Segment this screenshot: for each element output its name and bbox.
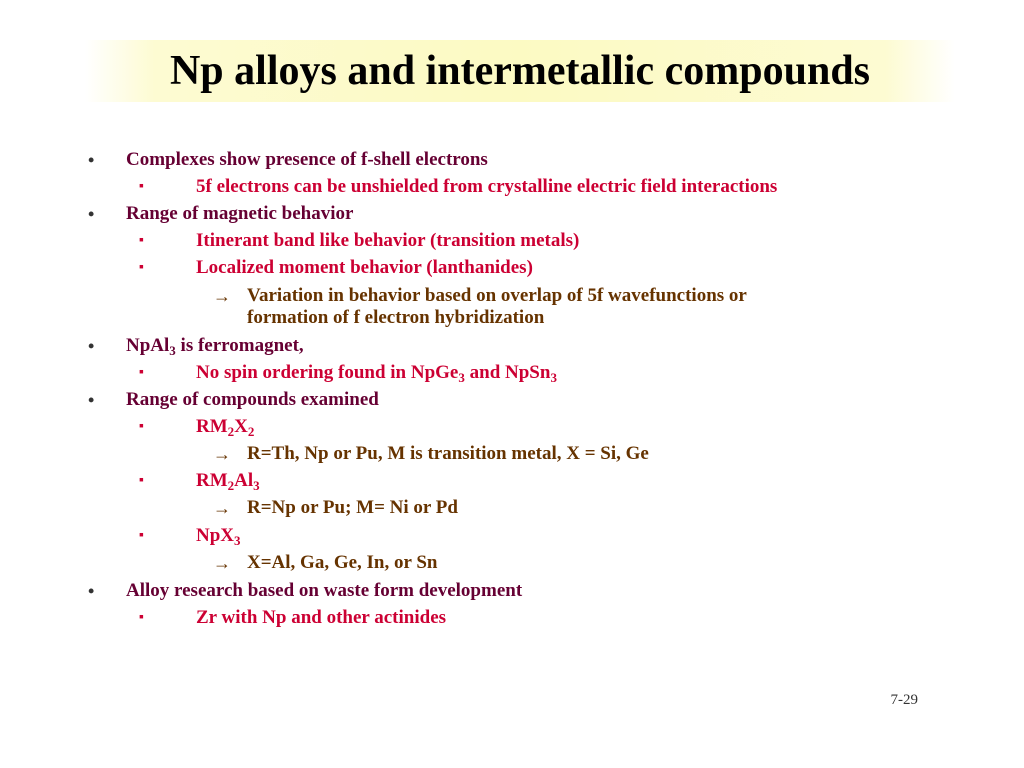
item-text: Variation in behavior based on overlap of 5f wavefunctions or <box>247 285 747 306</box>
item-text: R=Th, Np or Pu, M is transition metal, X = Si, Ge <box>247 443 649 464</box>
page-number: 7-29 <box>890 692 918 708</box>
arrow-right-icon: → <box>213 553 231 573</box>
item-text <box>196 524 241 548</box>
item-text: Zr with Np and other actinides <box>196 607 447 628</box>
subscript: 3 <box>458 370 465 385</box>
bullet-square-icon: ▪ <box>139 610 144 625</box>
text-part: RM <box>196 416 228 437</box>
subscript: 3 <box>234 533 241 548</box>
item-text: Itinerant band like behavior (transition metals) <box>196 230 580 251</box>
bullet-square-icon: ▪ <box>139 365 144 380</box>
bullet-dot-icon: • <box>88 581 95 601</box>
text-part: No spin ordering found in NpGe <box>196 362 459 383</box>
text-part: NpAl <box>126 335 170 356</box>
subscript: 2 <box>227 478 235 493</box>
arrow-right-icon: → <box>213 444 231 464</box>
item-text: Range of compounds examined <box>126 389 379 410</box>
bullet-dot-icon: • <box>88 336 95 356</box>
arrow-right-icon: → <box>213 286 231 306</box>
subscript: 3 <box>169 343 176 358</box>
item-text: X=Al, Ga, Ge, In, or Sn <box>247 552 438 573</box>
bullet-dot-icon: • <box>88 390 95 410</box>
item-text: Alloy research based on waste form development <box>126 580 523 601</box>
text-part: X <box>234 416 248 437</box>
slide-title: Np alloys and intermetallic compounds <box>169 48 871 94</box>
text-part: Al <box>234 470 254 491</box>
subscript: 3 <box>253 478 260 493</box>
text-part: NpX <box>196 525 235 546</box>
item-text: Localized moment behavior (lanthanides) <box>196 257 533 278</box>
bullet-square-icon: ▪ <box>139 473 144 488</box>
text-part: and NpSn <box>464 362 551 383</box>
item-text <box>196 469 260 493</box>
item-text <box>196 361 557 385</box>
bullet-dot-icon: • <box>88 150 95 170</box>
bullet-square-icon: ▪ <box>139 179 144 194</box>
item-text: formation of f electron hybridization <box>247 307 545 328</box>
arrow-right-icon: → <box>213 498 231 518</box>
item-text <box>196 415 254 439</box>
item-text: Complexes show presence of f-shell electrons <box>126 149 488 170</box>
item-text: 5f electrons can be unshielded from crystalline electric field interactions <box>196 176 778 197</box>
bullet-square-icon: ▪ <box>139 233 144 248</box>
subscript: 3 <box>550 370 557 385</box>
subscript: 2 <box>227 424 235 439</box>
subscript: 2 <box>247 424 255 439</box>
item-text <box>126 334 304 358</box>
bullet-square-icon: ▪ <box>139 419 144 434</box>
item-text: Range of magnetic behavior <box>126 203 354 224</box>
bullet-square-icon: ▪ <box>139 528 144 543</box>
bullet-dot-icon: • <box>88 204 95 224</box>
text-part: is ferromagnet, <box>175 335 304 356</box>
item-text: R=Np or Pu; M= Ni or Pd <box>247 497 458 518</box>
text-part: RM <box>196 470 228 491</box>
bullet-square-icon: ▪ <box>139 260 144 275</box>
